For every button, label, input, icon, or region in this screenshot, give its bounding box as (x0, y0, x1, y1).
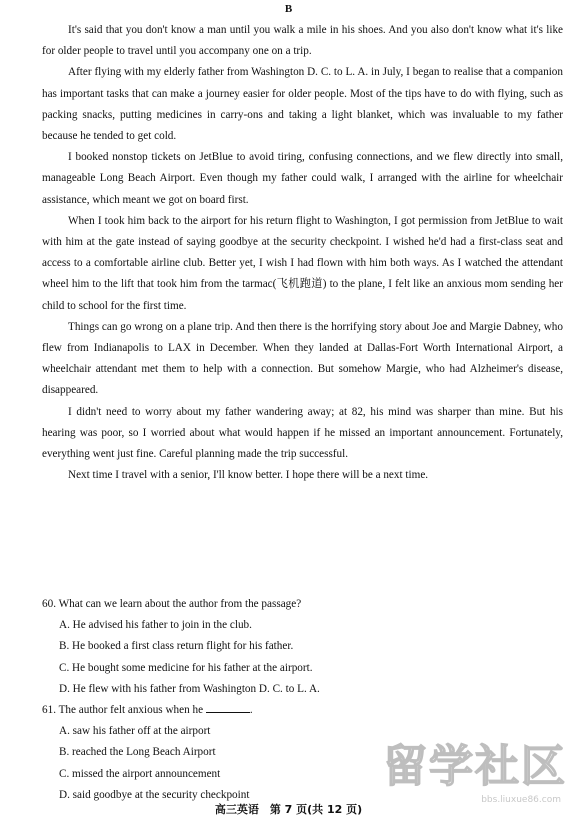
question-stem-text: 60. What can we learn about the author from the passage? (42, 598, 302, 610)
section-mark: B (284, 3, 293, 15)
passage-paragraph: Things can go wrong on a plane trip. And then there is the horrifying story about Joe and Margie Dabney, who flew from Indianapolis to LAX in December. When they landed at Dallas-Fort Worth International Airport, a wheelchair attendant met them to help with a connection. But somehow Margie, who had Alzheimer's disease, disappeared. (42, 320, 563, 397)
question-60 (42, 594, 563, 700)
answer-option[interactable]: A. He advised his father to join in the club. (59, 619, 252, 632)
page-footer: 高三英语 第 7 页(共 12 页) (214, 803, 363, 816)
answer-option[interactable]: C. missed the airport announcement (59, 767, 221, 780)
answer-option[interactable]: B. He booked a first class return flight for his father. (59, 640, 294, 653)
passage-paragraph: Next time I travel with a senior, I'll know better. I hope there will be a next time. (68, 469, 429, 482)
passage-paragraph: It's said that you don't know a man until you walk a mile in his shoes. And you also don't know what it's like for older people to travel until you accompany one on a trip. (42, 24, 563, 58)
answer-option[interactable]: B. reached the Long Beach Airport (59, 746, 216, 759)
question-stem (42, 594, 563, 615)
watermark-text: 留学社区 (383, 741, 567, 792)
answer-blank[interactable] (206, 701, 250, 713)
passage-paragraph: I booked nonstop tickets on JetBlue to avoid tiring, confusing connections, and we flew directly into small, manageable Long Beach Airport. Even though my father could walk, I arranged with the airline for wheelchair assistance, which meant we got on board first. (42, 151, 563, 206)
answer-option[interactable]: C. He bought some medicine for his father at the airport. (59, 661, 313, 674)
reading-passage (42, 20, 563, 486)
answer-option[interactable]: A. saw his father off at the airport (59, 725, 211, 738)
answer-option[interactable]: D. said goodbye at the security checkpoint (59, 788, 250, 801)
passage-paragraph: When I took him back to the airport for his return flight to Washington, I got permission from JetBlue to wait with him at the gate instead of saying goodbye at the security checkpoint. I wished he'd had a first-class seat and access to a comfortable airline club. Better yet, I wish I had flown with him both ways. As I watched the attendant wheel him to the lift that took him from the tarmac(飞机跑道) to the plane, I felt like an anxious mom sending her child to school for the first time. (42, 214, 563, 312)
passage-paragraph: After flying with my elderly father from Washington D. C. to L. A. in July, I began to realise that a companion has important tasks that can make a journey easier for older people. Most of the tips have to do with flying, such as packing snacks, putting medicines in carry-ons and taking a light blanket, which was invaluable to my father because he tended to get cold. (42, 66, 563, 143)
watermark-url: bbs.liuxue86.com (481, 795, 561, 805)
passage-paragraph: I didn't need to worry about my father wandering away; at 82, his mind was sharper than mine. But his hearing was poor, so I worried about what would happen if he missed an important announcement. Fortunately, everything went just fine. Careful planning made the trip successful. (42, 405, 563, 461)
question-stem-suffix: . (249, 704, 253, 717)
answer-option[interactable]: D. He flew with his father from Washington D. C. to L. A. (59, 682, 320, 695)
question-stem (42, 700, 563, 721)
question-stem-text: 61. The author felt anxious when he (42, 704, 206, 717)
